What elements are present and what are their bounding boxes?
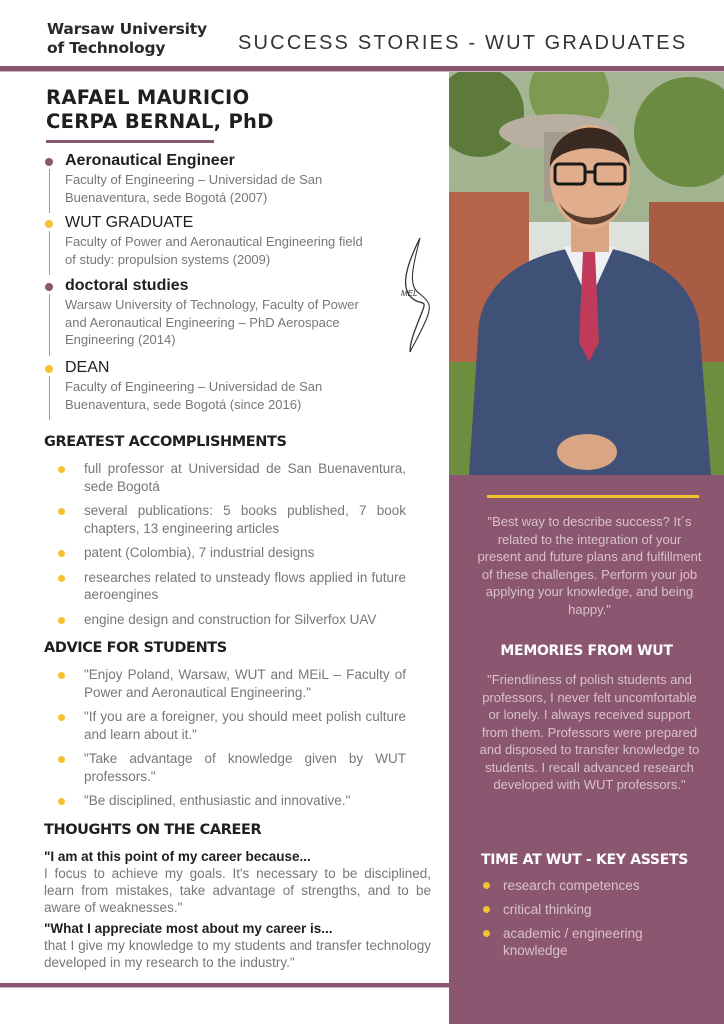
list-item (58, 792, 406, 810)
timeline-connector (49, 231, 50, 275)
thoughts-block (44, 848, 431, 975)
timeline-title: doctoral studies (65, 277, 189, 294)
accomplishments-list (58, 460, 406, 635)
list-item-text: "Take advantage of knowledge given by WUT professors." (84, 751, 406, 784)
advice-list (58, 666, 406, 817)
list-item-text: full professor at Universidad de San Buenaventura, sede Bogotá (84, 461, 406, 494)
side-panel (449, 475, 724, 1024)
thought-answer: that I give my knowledge to my students and transfer technology developed in my research to the industry." (44, 938, 431, 970)
bullet-dot (58, 466, 65, 473)
thought-question: "What I appreciate most about my career is... (44, 921, 333, 936)
timeline-dot (45, 283, 53, 291)
assets-heading: TIME AT WUT - KEY ASSETS (481, 852, 689, 868)
bullet-dot (483, 906, 490, 913)
logo-line-1: Warsaw University (47, 20, 207, 38)
university-logo (47, 20, 207, 58)
bullet-dot (58, 508, 65, 515)
list-item (483, 901, 703, 918)
memories-heading: MEMORIES FROM WUT (500, 643, 673, 659)
accomplishments-heading: GREATEST ACCOMPLISHMENTS (44, 434, 287, 450)
list-item (58, 569, 406, 604)
list-item-text: critical thinking (503, 902, 592, 917)
list-item-text: patent (Colombia), 7 industrial designs (84, 545, 315, 560)
bullet-dot (483, 930, 490, 937)
list-item (483, 925, 703, 959)
assets-list (483, 877, 703, 966)
name-underline (46, 140, 214, 143)
thoughts-heading: THOUGHTS ON THE CAREER (44, 822, 262, 838)
bullet-dot (58, 672, 65, 679)
footer-divider-thin (0, 987, 449, 988)
list-item (58, 750, 406, 785)
timeline-item (42, 150, 372, 212)
bullet-dot (58, 617, 65, 624)
timeline-title: DEAN (65, 359, 110, 376)
bullet-dot (58, 756, 65, 763)
timeline-dot (45, 365, 53, 373)
list-item-text: engine design and construction for Silverfox UAV (84, 611, 377, 627)
timeline-dot (45, 220, 53, 228)
bullet-dot (58, 550, 65, 557)
list-item (58, 708, 406, 743)
mel-logo-text: MEL (401, 289, 418, 298)
list-item (58, 460, 406, 495)
bullet-dot (58, 575, 65, 582)
list-item-text: research competences (503, 878, 640, 893)
bullet-dot (483, 882, 490, 889)
list-item-text: "Enjoy Poland, Warsaw, WUT and MEiL – Faculty of Power and Aeronautical Engineering." (84, 667, 406, 700)
memories-text: "Friendliness of polish students and professors, I never felt uncomfortable or lonely. I always received support from them. Professors were prepared and disposed to transfer knowledge to students. I recall advanced research developed with WUT professors." (479, 672, 700, 792)
timeline-desc: Faculty of Engineering – Universidad de San Buenaventura, sede Bogotá (since 2016) (65, 379, 323, 412)
timeline-item (42, 212, 372, 275)
timeline-desc: Faculty of Power and Aeronautical Engineering field of study: propulsion systems (2009) (65, 234, 363, 267)
portrait-photo (449, 72, 724, 475)
success-quote: "Best way to describe success? It´s related to the integration of your present and future plans and fulfillment of these challenges. Perform your job applying your knowledge, and being happy." (477, 514, 702, 617)
thought-answer: I focus to achieve my goals. It's necessary to be disciplined, learn from mistakes, take advantage of strengths, and to be aware of weaknesses." (44, 866, 431, 915)
timeline-dot (45, 158, 53, 166)
list-item-text: "Be disciplined, enthusiastic and innovative." (84, 793, 351, 808)
panel-divider (487, 495, 699, 498)
list-item-text: "If you are a foreigner, you should meet polish culture and learn about it." (84, 709, 406, 742)
name-line-1: RAFAEL MAURICIO (46, 86, 250, 109)
list-item (58, 611, 406, 629)
list-item-text: researches related to unsteady flows applied in future aeroengines (84, 569, 406, 602)
timeline-title: Aeronautical Engineer (65, 152, 235, 169)
name-line-2: CERPA BERNAL, PhD (46, 110, 274, 133)
advice-heading: ADVICE FOR STUDENTS (44, 640, 227, 656)
timeline-connector (49, 294, 50, 356)
bullet-dot (58, 714, 65, 721)
timeline-title: WUT GRADUATE (65, 214, 194, 231)
timeline-item (42, 275, 372, 357)
list-item (58, 502, 406, 537)
person-name (46, 86, 274, 134)
list-item-text: academic / engineering knowledge (503, 926, 643, 958)
mel-faculty-logo (398, 236, 438, 354)
timeline-item (42, 357, 372, 419)
bullet-dot (58, 798, 65, 805)
list-item (58, 666, 406, 701)
logo-line-2: of Technology (47, 39, 166, 57)
timeline-connector (49, 169, 50, 213)
list-item-text: several publications: 5 books published, 7 book chapters, 13 engineering articles (84, 503, 406, 536)
timeline-desc: Faculty of Engineering – Universidad de San Buenaventura, sede Bogotá (2007) (65, 172, 323, 205)
page-header-title: SUCCESS STORIES - WUT GRADUATES (238, 32, 688, 54)
thought-question: "I am at this point of my career because... (44, 849, 311, 864)
timeline-desc: Warsaw University of Technology, Faculty of Power and Aeronautical Engineering – PhD Aerospace Engineering (2014) (65, 297, 359, 347)
list-item (58, 544, 406, 562)
timeline-connector (49, 376, 50, 420)
career-timeline (42, 150, 372, 419)
list-item (483, 877, 703, 894)
